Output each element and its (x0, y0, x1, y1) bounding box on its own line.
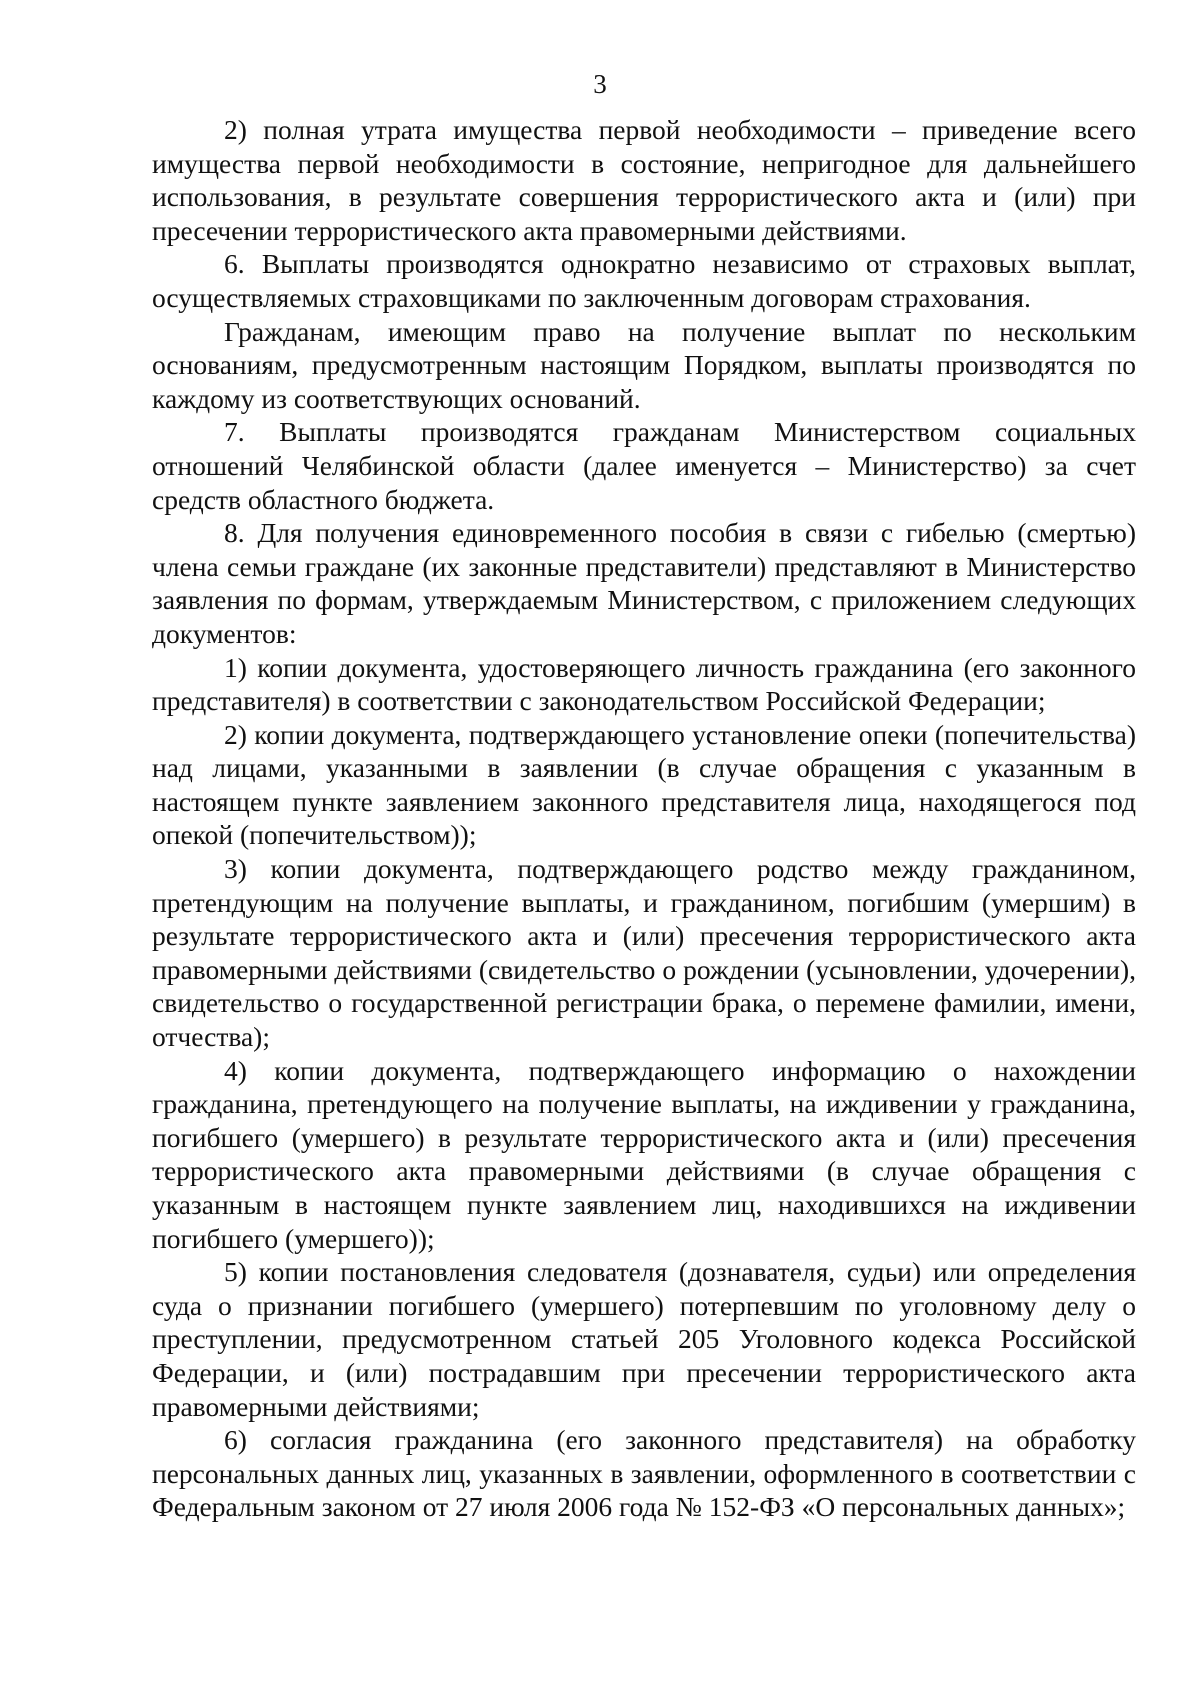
paragraph-item-8: 8. Для получения единовременного пособия в связи с гибелью (смертью) члена семьи граждане (их законные представители) представляют в Министерство заявления по формам, утверждаемым Министерством, с приложением следующих документов: (152, 517, 1136, 649)
paragraph-item-7: 7. Выплаты производятся гражданам Министерством социальных отношений Челябинской области (далее именуется – Министерство) за счет средств областного бюджета. (152, 416, 1136, 515)
list-item-6: 6) согласия гражданина (его законного представителя) на обработку персональных данных лиц, указанных в заявлении, оформленного в соответствии с Федеральным законом от 27 июля 2006 года № 152-ФЗ «О персональных данных»; (152, 1424, 1136, 1523)
paragraph-item-6: 6. Выплаты производятся однократно независимо от страховых выплат, осуществляемых страховщиками по заключенным договорам страхования. (152, 248, 1136, 313)
list-item-4: 4) копии документа, подтверждающего информацию о нахождении гражданина, претендующего на получение выплаты, на иждивении у гражданина, погибшего (умершего) в результате террористического акта и (или) пресечения террористического акта правомерными действиями (в случае обращения с указанным в настоящем пункте заявлением лиц, находившихся на иждивении погибшего (умершего)); (152, 1054, 1136, 1254)
document-body (152, 113, 1136, 1524)
list-item-1: 1) копии документа, удостоверяющего личность гражданина (его законного представителя) в соответствии с законодательством Российской Федерации; (152, 651, 1136, 717)
list-item-2: 2) копии документа, подтверждающего установление опеки (попечительства) над лицами, указанными в заявлении (в случае обращения с указанным в настоящем пункте заявлением законного представителя лица, находящегося под опекой (попечительством)); (152, 718, 1136, 851)
page-number: 3 (593, 69, 607, 99)
list-item-5: 5) копии постановления следователя (дознавателя, судьи) или определения суда о признании погибшего (умершего) потерпевшим по уголовному делу о преступлении, предусмотренном статьей 205 Уголовного кодекса Российской Федерации, и (или) пострадавшим при пресечении террористического акта правомерными действиями; (152, 1256, 1136, 1422)
paragraph-property-loss-definition: 2) полная утрата имущества первой необходимости – приведение всего имущества первой необходимости в состояние, непригодное для дальнейшего использования, в результате совершения террористического акта и (или) при пресечении террористического акта правомерными действиями. (152, 114, 1136, 246)
paragraph-multiple-grounds: Гражданам, имеющим право на получение выплат по нескольким основаниям, предусмотренным настоящим Порядком, выплаты производятся по каждому из соответствующих оснований. (152, 315, 1136, 414)
list-item-3: 3) копии документа, подтверждающего родство между гражданином, претендующим на получение выплаты, и гражданином, погибшим (умершим) в результате террористического акта и (или) пресечения террористического акта правомерными действиями (свидетельство о рождении (усыновлении, удочерении), свидетельство о государственной регистрации брака, о перемене фамилии, имени, отчества); (152, 853, 1136, 1053)
